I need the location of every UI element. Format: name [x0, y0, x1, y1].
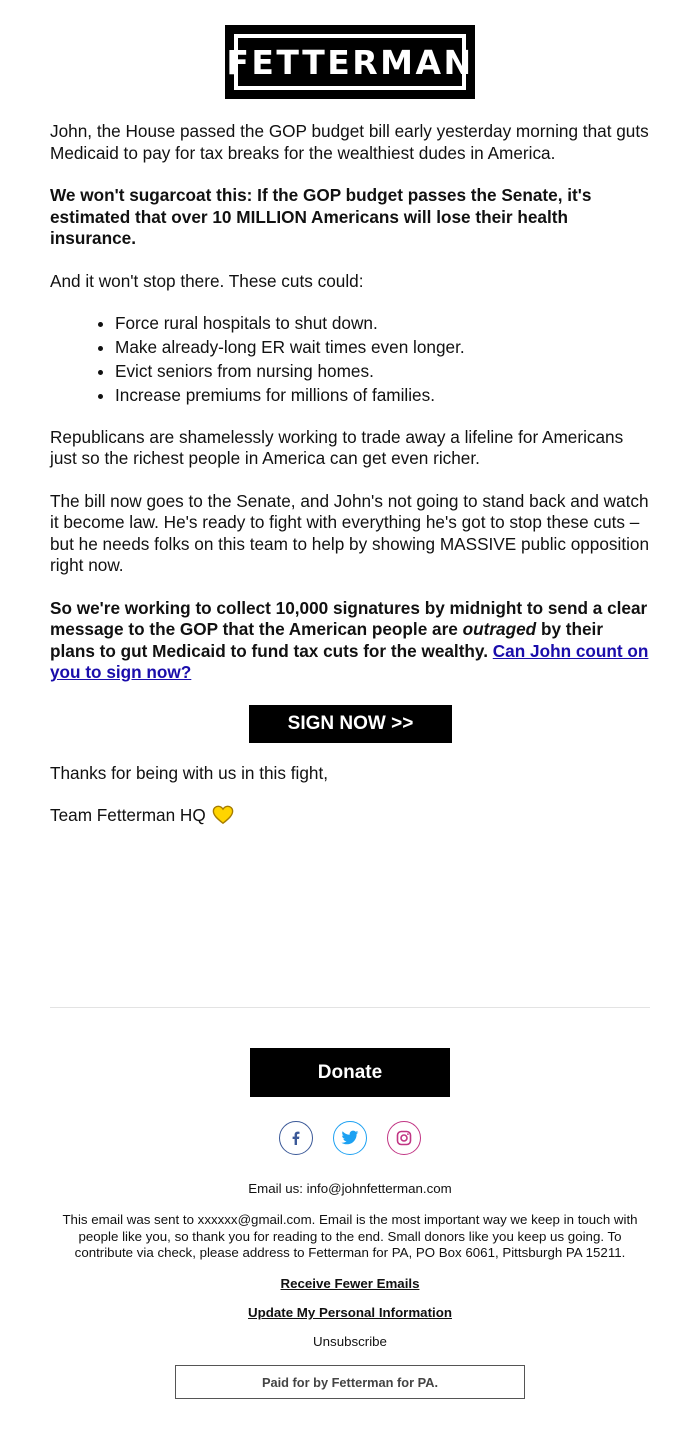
twitter-link[interactable] — [333, 1121, 367, 1155]
paragraph-intro: John, the House passed the GOP budget bill early yesterday morning that guts Medicaid to pay for tax breaks for the wealthiest dudes in America. — [50, 121, 649, 163]
petition-text-2: by their plans to gut Medicaid to fund tax cuts for the wealthy. — [50, 619, 604, 661]
receive-fewer-emails-link[interactable]: Receive Fewer Emails — [280, 1276, 420, 1291]
email-us-text: Email us: info@johnfetterman.com — [248, 1181, 452, 1196]
paid-for-disclaimer: Paid for by Fetterman for PA. — [175, 1365, 525, 1399]
logo-text: FETTERMAN — [226, 42, 474, 82]
social-links — [0, 1121, 700, 1155]
instagram-icon — [396, 1130, 412, 1146]
paragraph-petition — [50, 598, 650, 684]
footer-disclaimer: This email was sent to xxxxxx@gmail.com. Email is the most important way we keep in touch with people like you, so thank you for reading to the end. Small donors like you keep us going. To contribute via check, please address to Fetterman for PA, PO Box 6061, Pittsburgh PA 15211. — [62, 1212, 638, 1260]
yellow-heart-icon — [212, 804, 234, 826]
sign-now-link[interactable]: Can John count on you to sign now? — [50, 640, 649, 683]
paragraph-warning: We won't sugarcoat this: If the GOP budget passes the Senate, it's estimated that over 10 MILLION Americans will lose their health insurance. — [50, 185, 592, 248]
twitter-icon — [341, 1130, 359, 1146]
unsubscribe-link[interactable]: Unsubscribe — [313, 1334, 387, 1349]
email-body — [50, 121, 650, 705]
thanks-text: Thanks for being with us in this fight, — [50, 763, 329, 783]
donate-button[interactable]: Donate — [250, 1048, 450, 1097]
sign-now-button[interactable]: SIGN NOW >> — [249, 705, 452, 743]
signoff — [50, 804, 234, 826]
list-item: • Force rural hospitals to shut down. — [115, 313, 650, 335]
paragraph-cuts-intro: And it won't stop there. These cuts could: — [50, 270, 364, 291]
paragraph-senate: The bill now goes to the Senate, and John's not going to stand back and watch it become law. He's ready to fight with everything he's got to stop these cuts – but he needs folks on this team to help by showing MASSIVE public opposition right now. — [50, 490, 650, 576]
cuts-list — [50, 313, 650, 407]
logo-frame — [226, 34, 474, 90]
list-item: • Increase premiums for millions of families. — [115, 385, 650, 407]
facebook-icon — [288, 1130, 304, 1146]
update-info-link[interactable]: Update My Personal Information — [248, 1305, 452, 1320]
paragraph-republicans: Republicans are shamelessly working to trade away a lifeline for Americans just so the richest people in America can get even richer. — [50, 426, 624, 469]
list-item: • Evict seniors from nursing homes. — [115, 361, 650, 383]
petition-text-1: So we're working to collect 10,000 signatures by midnight to send a clear message to the GOP that the American people are — [50, 597, 648, 640]
list-item: • Make already-long ER wait times even longer. — [115, 337, 650, 359]
instagram-link[interactable] — [387, 1121, 421, 1155]
petition-emphasis: outraged — [462, 619, 537, 640]
divider — [50, 1007, 650, 1008]
fetterman-logo — [225, 25, 475, 99]
signoff-text: Team Fetterman HQ — [50, 805, 206, 825]
facebook-link[interactable] — [279, 1121, 313, 1155]
